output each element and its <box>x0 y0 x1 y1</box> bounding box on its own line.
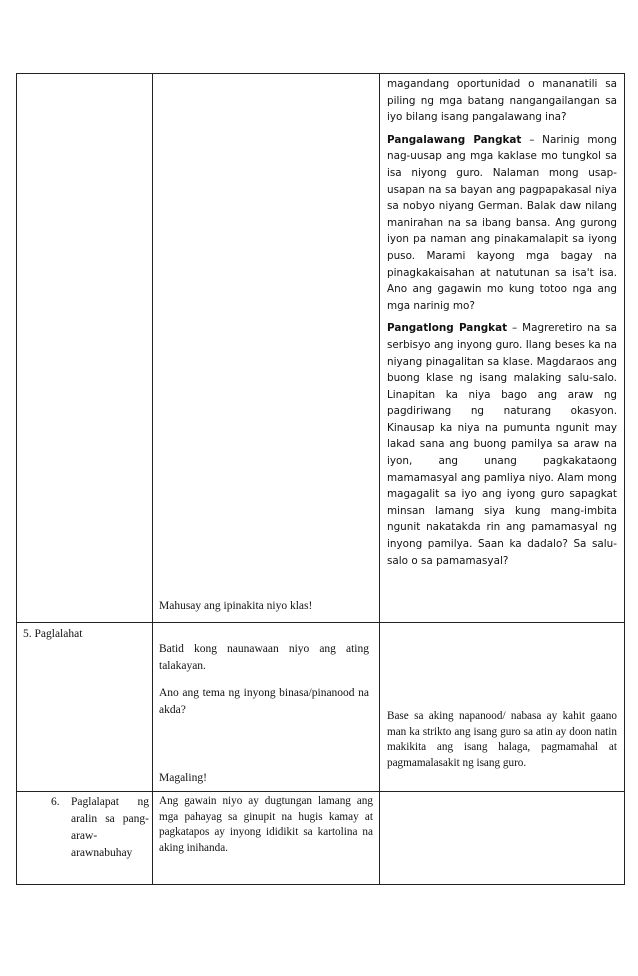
step-label: 5. Paglalahat <box>23 628 83 640</box>
group-3-label: Pangatlong Pangkat <box>387 322 508 335</box>
table-row <box>17 74 625 623</box>
student-activity-cell <box>380 792 625 885</box>
step-number: 6. <box>51 796 60 808</box>
procedure-cell <box>17 74 153 623</box>
group-2-paragraph <box>387 132 617 315</box>
table-row <box>17 792 625 885</box>
procedure-cell <box>17 623 153 792</box>
intro-paragraph: magandang oportunidad o mananatili sa piling ng mga batang nangangailangan sa iyo bilang isang pangalawang ina? <box>387 78 617 124</box>
teacher-closing-remark: Magaling! <box>159 772 207 784</box>
group-2-text: – Narinig mong nag-uusap ang mga kaklase mo tungkol sa isa niyong guro. Nalaman mong usap-usapan na sa bayan ang pagpapakasal niya sa nobyo niyang German. Balak daw nilang manirahan na sa ibang bansa. Ang gurong iyon pa naman ang pinakamalapit sa iyong puso. Marami kayong mga bagay na pinagkakaisahan at natutunan sa isa't isa. Ano ang gagawin mo kung totoo nga ang mga narinig mo? <box>387 133 618 312</box>
group-3-paragraph <box>387 320 617 569</box>
teacher-activity-cell <box>153 74 380 623</box>
step-label: Paglalapat ng aralin sa pang-araw-arawnabuhay <box>71 796 149 859</box>
lesson-plan-table <box>16 73 625 885</box>
teacher-statement: Batid kong naunawaan niyo ang ating talakayan. <box>159 643 369 672</box>
group-3-text: – Magreretiro na sa serbisyo ang inyong guro. Ilang beses ka na niyang pinagalitan sa klase. Magdaraos ang buong klase ng isang malaking salu-salo. Linapitan ka niya bago ang araw ng pagdiriwang ng naturang okasyon. Kinausap ka niya na pumunta ngunit may lakad sana ang buong pamilya sa araw na iyon, ang unang pagkakataong mamamasyal ang pamliya niyo. Alam mong magagalit sa iyo ang iyong guro sapagkat minsan lamang siya kung mang-imbita ngunit nakatakda rin ang pamamasyal ng inyong pamilya. Saan ka dadalo? Sa salu-salo o sa pamamasyal? <box>387 322 617 567</box>
student-activity-cell <box>380 623 625 792</box>
teacher-activity-cell <box>153 792 380 885</box>
procedure-cell <box>17 792 153 885</box>
student-answer: Base sa aking napanood/ nabasa ay kahit gaano man ka strikto ang isang guro sa atin ay doon natin makikita ang isang halaga, pagmamahal at pagmamalasakit ng isang guro. <box>387 710 617 769</box>
teacher-instruction: Ang gawain niyo ay dugtungan lamang ang mga pahayag sa ginupit na hugis kamay at pagkatapos ay inyong ididikit sa kartolina na aking inihanda. <box>159 795 373 854</box>
teacher-question: Ano ang tema ng inyong binasa/pinanood na akda? <box>159 687 369 716</box>
teacher-closing-remark: Mahusay ang ipinakita niyo klas! <box>159 600 313 612</box>
teacher-activity-cell <box>153 623 380 792</box>
table-row <box>17 623 625 792</box>
student-activity-cell <box>380 74 625 623</box>
group-2-label: Pangalawang Pangkat <box>387 133 522 146</box>
